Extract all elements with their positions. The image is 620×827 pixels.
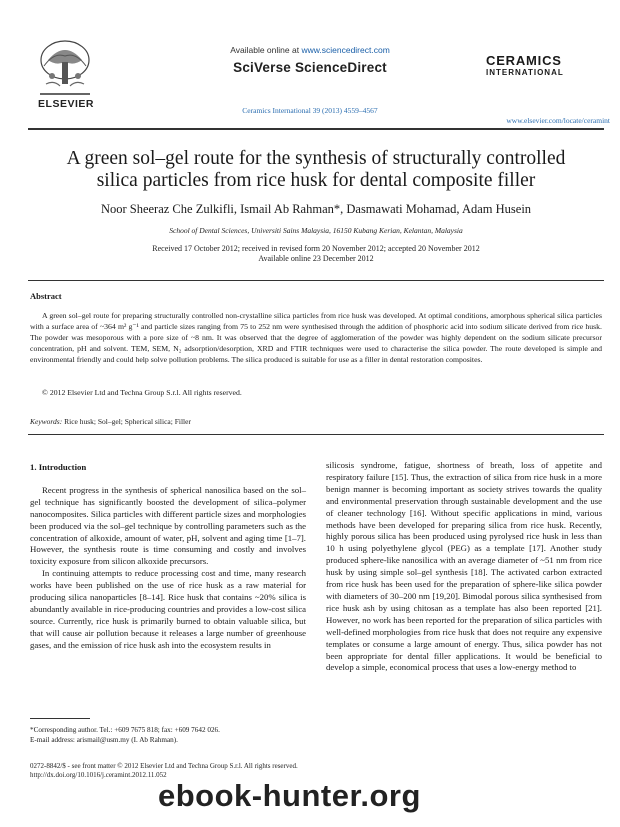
title-line-1: A green sol–gel route for the synthesis of structurally controlled	[66, 148, 566, 169]
page-header	[0, 0, 620, 132]
article-title	[28, 148, 604, 192]
availability-line	[195, 45, 425, 55]
online-date: Available online 23 December 2012	[258, 254, 374, 263]
intro-paragraph-3: silicosis syndrome, fatigue, shortness of breath, loss of appetite and respiratory failure [15]. Thus, the extraction of silica from rice husk in a more benign manner is becoming important as society strives towards the quality and environmental preservation through sustainable development and the use of cleaner technology [16]. Without specific applications in mind, various methods have been developed for preparing silica from rice husk. Recently, highly porous silica has been produced using pyrolysed rice husk in less than 10 h using polyethylene glycol (PEG) as a template [17]. Another study produced sphere-like nanosilica with an average diameter of ~51 nm from rice husk by using simple sol–gel synthesis [18]. The activated carbon extracted from rice husk has been used for the preparation of sphere-like silica powder with diameters of 30–200 nm [19,20]. Bimodal porous silica synthesised from rice husk ash by using chitosan as a template has also been reported [21]. However, no work has been reported for the preparation of silica particles with well-defined morphologies from rice husk that does not require any expensive templates or consume a large amount of energy. Thus, silica powder has not been appropriate for dental filler applications. It would be beneficial to develop a simple, economical process that uses a low-energy method to	[326, 460, 602, 673]
publisher-logo-text: ELSEVIER	[38, 98, 94, 110]
journal-homepage-link[interactable]: www.elsevier.com/locate/ceramint	[506, 116, 610, 125]
sciencedirect-link[interactable]: www.sciencedirect.com	[301, 45, 390, 55]
journal-logo	[486, 54, 592, 78]
footnote-email[interactable]: E-mail address: arismail@usm.my (I. Ab Rahman).	[30, 735, 178, 744]
header-divider	[28, 128, 604, 130]
footnote-divider	[30, 718, 90, 719]
footer-copyright: 0272-8842/$ - see front matter © 2012 Elsevier Ltd and Techna Group S.r.l. All rights reserved.	[30, 762, 298, 770]
journal-citation-link[interactable]: Ceramics International 39 (2013) 4559–4567	[242, 106, 378, 115]
right-column	[326, 460, 602, 674]
left-column	[30, 462, 306, 652]
watermark-text: ebook-hunter.org	[158, 778, 421, 813]
keywords-divider	[28, 434, 604, 435]
platform-logo: SciVerse ScienceDirect	[233, 60, 387, 75]
affiliation: School of Dental Sciences, Universiti Sains Malaysia, 16150 Kubang Kerian, Kelantan, Malaysia	[169, 226, 463, 235]
journal-logo-line2: INTERNATIONAL	[486, 68, 564, 77]
title-line-2: silica particles from rice husk for dental composite filler	[96, 170, 536, 191]
abstract-heading: Abstract	[30, 291, 62, 301]
keywords	[30, 417, 191, 426]
availability-prefix: Available online at	[230, 45, 300, 55]
elsevier-tree-logo-icon	[34, 36, 96, 98]
received-dates: Received 17 October 2012; received in revised form 20 November 2012; accepted 20 November 2012	[152, 244, 480, 253]
abstract-top-divider	[28, 280, 604, 281]
intro-paragraph-2: In continuing attempts to reduce processing cost and time, many research works have been published on the use of rice husk as a raw material for producing silica nanoparticles [8–14]. Rice husk that contains ~20% silica is abundantly available in rice-producing countries and provides a low-cost silica source. Currently, rice husk is primarily burned to obtain valuable silica, but that will cause air pollution because it releases a large number of greenhouse gases, and the emission of rice husk ash into the ecosystem results in	[30, 568, 306, 650]
corresponding-author-footnote	[30, 726, 306, 745]
article-dates	[28, 244, 604, 264]
intro-paragraph-1: Recent progress in the synthesis of spherical nanosilica based on the sol–gel technique has significantly boosted the development of silica–polymer nanocomposites. Silica particles with different particle sizes and morphologies been produced via the sol–gel technique by controlling parameters such as the concentration of alkoxide, amount of water, pH, solvent and aging time [1–7]. However, the synthesis route is time consuming and costly and involves toxicity exposure from silicon alkoxide precursors.	[30, 484, 306, 567]
abstract-text: A green sol–gel route for preparing structurally controlled non-crystalline silica particles from rice husk was developed. At optimal conditions, amorphous spherical silica particles with a surface area of ~364 m² g⁻¹ and particle sizes ranging from 75 to 252 nm were synthesised through the addition of phosphoric acid into sodium silicate derived from rice husk. The powder was mesoporous with a pore size of ~8 nm. It was observed that the degree of agglomeration of the powder was highly dependent on the sodium silicate precursor concentration, pH and solvent. TEM, SEM, N₂ adsorption/desorption, XRD and FTIR techniques were used to characterise the silica powder. The route developed is simple and environmental friendly and could help solve pollution problems. The silica produced is suitable for use as a filler in dental restoration composites.	[30, 311, 602, 364]
keywords-label: Keywords:	[30, 417, 63, 426]
keywords-list: Rice husk; Sol–gel; Spherical silica; Filler	[64, 417, 191, 426]
section-heading-introduction: 1. Introduction	[30, 462, 87, 472]
author-list: Noor Sheeraz Che Zulkifli, Ismail Ab Rahman*, Dasmawati Mohamad, Adam Husein	[100, 202, 532, 216]
abstract-copyright: © 2012 Elsevier Ltd and Techna Group S.r.l. All rights reserved.	[42, 388, 242, 397]
footer-doi-link[interactable]: http://dx.doi.org/10.1016/j.ceramint.2012.11.052	[30, 771, 167, 779]
footnote-contact: *Corresponding author. Tel.: +609 7675 818; fax: +609 7642 026.	[30, 726, 220, 734]
journal-logo-line1: CERAMICS	[486, 53, 562, 68]
